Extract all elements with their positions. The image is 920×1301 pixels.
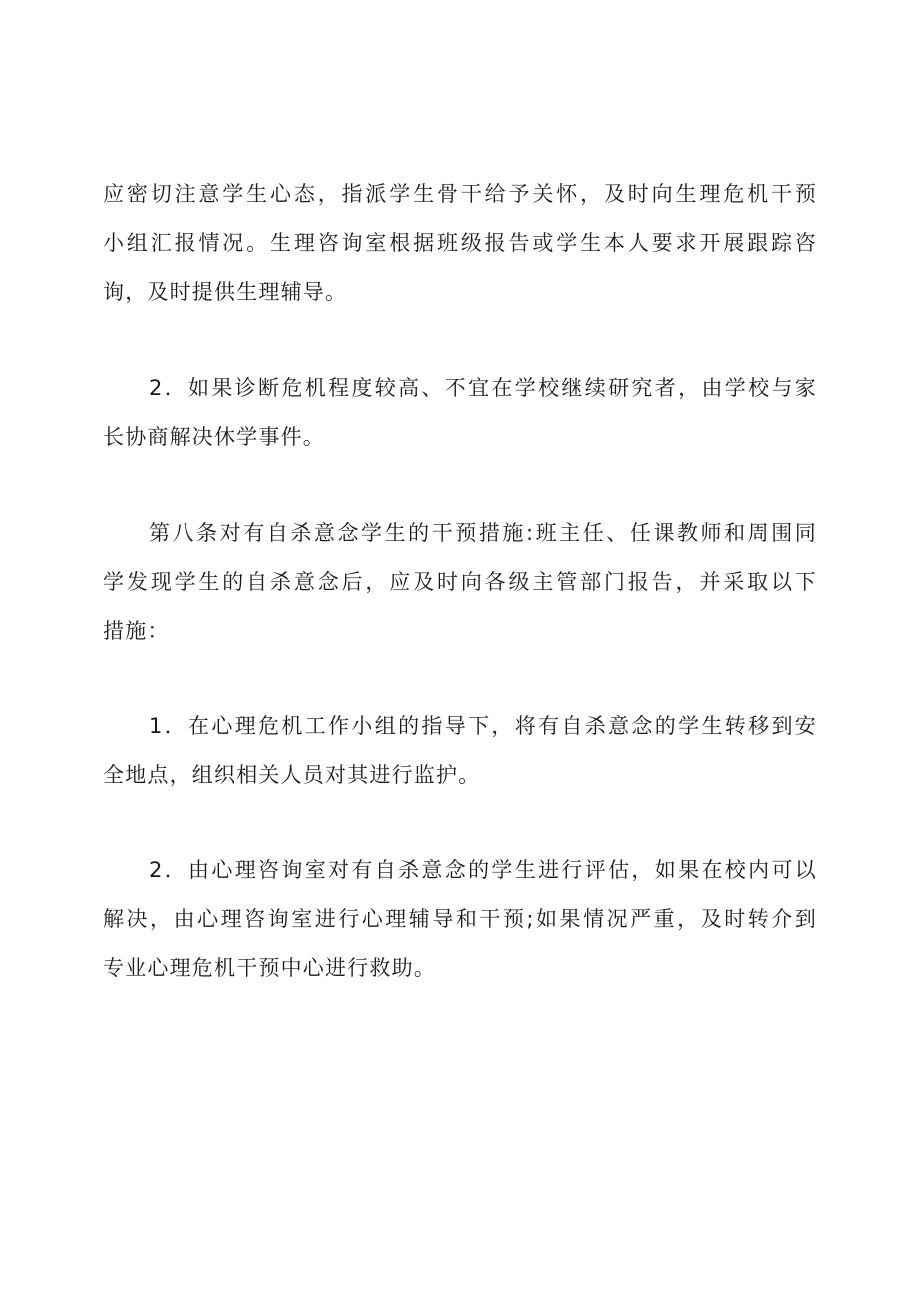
paragraph-1-line-2 <box>0 223 920 263</box>
paragraph-3-line-1 <box>0 513 920 553</box>
text-line: 小组汇报情况。生理咨询室根据班级报告或学生本人要求开展跟踪咨 <box>103 231 817 255</box>
paragraph-4-line-1 <box>0 706 920 746</box>
text-line: 1．在心理危机工作小组的指导下，将有自杀意念的学生转移到安 <box>149 714 817 738</box>
paragraph-2-line-2 <box>0 417 920 457</box>
text-line: 措施： <box>103 619 170 643</box>
paragraph-5-line-1 <box>0 850 920 890</box>
paragraph-5-line-3 <box>0 948 920 988</box>
text-line: 第八条对有自杀意念学生的干预措施:班主任、任课教师和周围同 <box>149 521 817 545</box>
paragraph-3-line-2 <box>0 562 920 602</box>
text-line: 长协商解决休学事件。 <box>103 425 325 449</box>
paragraph-5-line-2 <box>0 899 920 939</box>
text-line: 学发现学生的自杀意念后，应及时向各级主管部门报告，并采取以下 <box>103 570 817 594</box>
paragraph-3-line-3 <box>0 611 920 651</box>
text-line: 专业心理危机干预中心进行救助。 <box>103 956 436 980</box>
paragraph-4-line-2 <box>0 755 920 795</box>
text-line: 2．如果诊断危机程度较高、不宜在学校继续研究者，由学校与家 <box>149 376 817 400</box>
text-line: 2．由心理咨询室对有自杀意念的学生进行评估，如果在校内可以 <box>149 858 817 882</box>
paragraph-1-line-3 <box>0 272 920 312</box>
text-line: 询，及时提供生理辅导。 <box>103 280 348 304</box>
text-line: 解决，由心理咨询室进行心理辅导和干预;如果情况严重，及时转介到 <box>103 907 817 931</box>
paragraph-2-line-1 <box>0 368 920 408</box>
text-line: 全地点，组织相关人员对其进行监护。 <box>103 763 481 787</box>
text-line: 应密切注意学生心态，指派学生骨干给予关怀，及时向生理危机干预 <box>103 182 817 206</box>
paragraph-1-line-1 <box>0 174 920 214</box>
